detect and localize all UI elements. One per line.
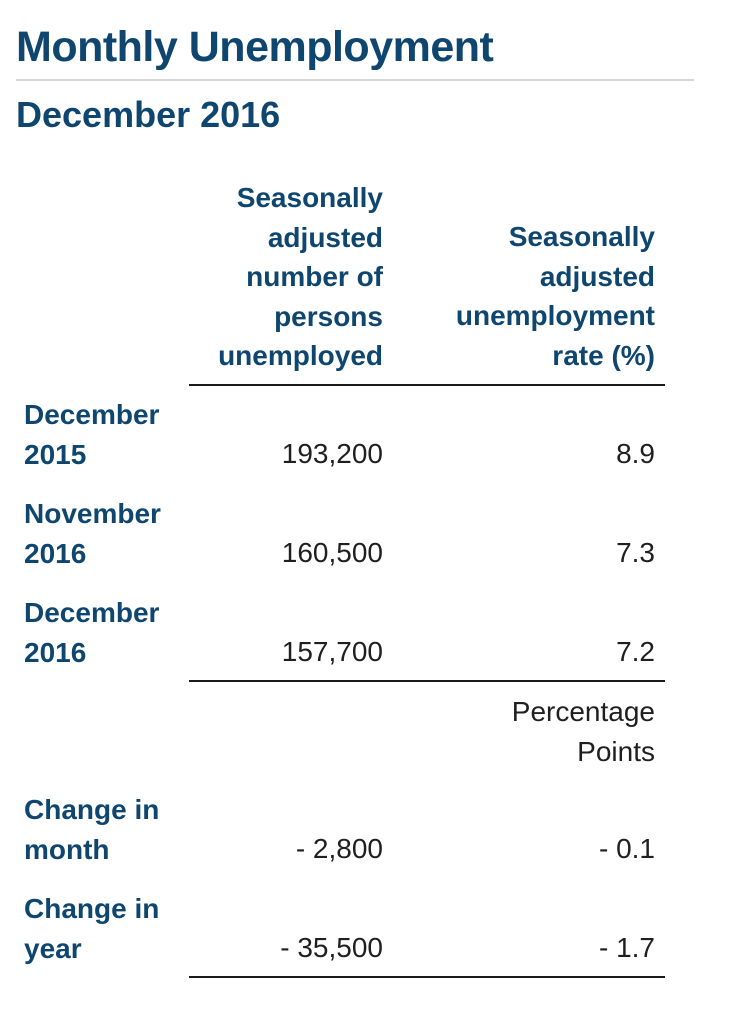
number-unemployed-cell: 160,500 xyxy=(281,537,383,568)
row-label-line: 2016 xyxy=(24,537,87,569)
column-header-line: persons xyxy=(274,300,383,332)
row-label-line: December xyxy=(24,399,160,430)
percentage-points-note xyxy=(512,692,655,771)
column-header-line: rate (%) xyxy=(552,339,655,371)
unemployment-rate-cell: 7.2 xyxy=(616,636,655,667)
header-rule xyxy=(189,384,665,386)
row-label-line: November xyxy=(24,498,161,529)
column-header-line: Seasonally xyxy=(508,221,655,252)
row-label-line: 2015 xyxy=(24,438,87,470)
row-label-line: Change in xyxy=(24,893,160,924)
row-label xyxy=(24,790,159,869)
column-header-line: unemployment xyxy=(455,300,655,331)
row-label-line: month xyxy=(24,833,110,865)
row-label-line: December xyxy=(24,597,160,628)
title-divider xyxy=(16,79,694,81)
number-unemployed-cell: 193,200 xyxy=(281,438,383,469)
page-title: Monthly Unemployment xyxy=(16,23,494,71)
row-label xyxy=(24,395,159,474)
rate-change-cell: - 0.1 xyxy=(598,833,655,864)
column-header-line: unemployed xyxy=(218,340,383,371)
unemployment-rate-cell: 8.9 xyxy=(616,438,655,469)
column-header-line: adjusted xyxy=(539,260,655,292)
section-rule xyxy=(189,680,665,682)
unit-note-line: Points xyxy=(577,735,655,767)
column-header-unemployment-rate xyxy=(456,217,655,375)
row-label-line: 2016 xyxy=(24,636,87,668)
number-change-cell: - 35,500 xyxy=(280,932,383,963)
table-bottom-rule xyxy=(189,976,665,978)
rate-change-cell: - 1.7 xyxy=(598,932,655,963)
number-change-cell: - 2,800 xyxy=(295,833,383,864)
column-header-line: number of xyxy=(246,261,383,292)
row-label xyxy=(24,889,159,968)
unit-note-line: Percentage xyxy=(511,696,655,727)
row-label xyxy=(24,593,159,672)
row-label xyxy=(24,494,161,573)
row-label-line: year xyxy=(24,932,82,964)
unemployment-rate-cell: 7.3 xyxy=(616,537,655,568)
column-header-line: adjusted xyxy=(267,221,383,253)
row-label-line: Change in xyxy=(24,794,160,825)
column-header-number-unemployed xyxy=(218,178,383,376)
page-subtitle: December 2016 xyxy=(16,94,281,135)
column-header-line: Seasonally xyxy=(236,182,383,213)
number-unemployed-cell: 157,700 xyxy=(281,636,383,667)
